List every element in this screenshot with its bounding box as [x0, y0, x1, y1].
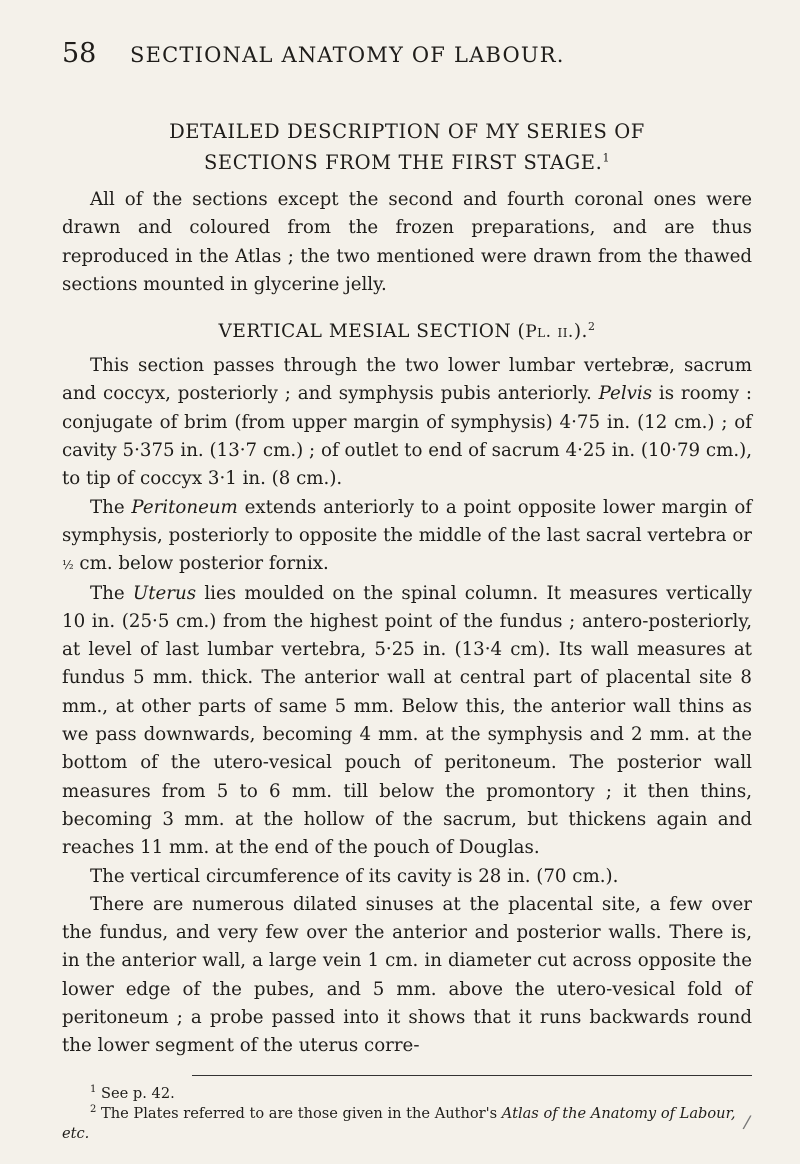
- footnote-1-marker: 1: [90, 1083, 97, 1095]
- footnote-2-title: Atlas of the Anatomy of Labour, etc.: [62, 1104, 736, 1142]
- intro-paragraph: All of the sections except the second and fourth coronal ones were drawn and coloured from the frozen preparations, and are thus reproduced in the Atlas ; the two mentioned were drawn from the thawed sections mounted in glycerine jelly.: [62, 189, 752, 295]
- heading-line-1: DETAILED DESCRIPTION OF MY SERIES OF: [169, 120, 645, 143]
- paragraph-circumference: The vertical circumference of its cavity is 28 in. (70 cm.).: [90, 865, 619, 887]
- running-head: [62, 38, 752, 88]
- term-peritoneum: Peritoneum: [131, 496, 238, 518]
- peritoneum-lead: The: [90, 496, 132, 518]
- footnote-2-marker: 2: [90, 1103, 97, 1115]
- page-number: 58: [62, 38, 97, 69]
- half-fraction: ½: [62, 558, 74, 573]
- paragraph-uterus: [62, 580, 752, 863]
- section-sentence: This section passes through the two lower lumbar vertebræ, sacrum and coccyx, posteriorly ; and symphysis pubis anteriorly.: [62, 355, 752, 405]
- uterus-text: lies moulded on the spinal column. It measures vertically 10 in. (25·5 cm.) from the highest point of the fundus ; antero-posteriorly, at level of last lumbar vertebra, 5·25 in. (13·4 cm). Its wall measures at fundus 5 mm. thick. The anterior wall at central part of placental site 8 mm., at other parts of same 5 mm. Below this, the anterior wall thins as we pass downwards, becoming 4 mm. at the symphysis and 2 mm. at the bottom of the utero-vesical pouch of peritoneum. The posterior wall measures from 5 to 6 mm. till below the promontory ; it then thins, becoming 3 mm. at the hollow of the sacrum, but thickens again and reaches 11 mm. at the end of the pouch of Douglas.: [62, 582, 753, 859]
- peritoneum-text: extends anteriorly to a point opposite lower margin of symphysis, posteriorly to opposite the middle of the last sacral vertebra or: [62, 496, 752, 546]
- section-heading: [62, 116, 752, 178]
- sub-heading: [62, 321, 752, 342]
- footnote-1-text: See p. 42.: [101, 1084, 175, 1102]
- footnote-2-text: The Plates referred to are those given in the Author's: [101, 1104, 502, 1122]
- stray-pencil-mark: /: [741, 1111, 753, 1134]
- uterus-lead: The: [90, 582, 133, 604]
- footnote-1: [62, 1084, 752, 1104]
- sub-heading-close: ).: [573, 321, 588, 343]
- footnote-ref-1[interactable]: 1: [602, 151, 611, 165]
- sub-heading-text: VERTICAL MESIAL SECTION (: [218, 321, 526, 343]
- footnote-ref-2[interactable]: 2: [587, 320, 596, 334]
- peritoneum-end: cm. below posterior fornix.: [73, 553, 329, 575]
- pelvis-measurements: is roomy : conjugate of brim (from upper margin of symphysis) 4·75 in. (12 cm.) ; of cavity 5·375 in. (13·7 cm.) ; of outlet to end of sacrum 4·25 in. (10·79 cm.), to tip of coccyx 3·1 in. (8 cm.).: [62, 383, 752, 490]
- paragraph-section: [62, 352, 752, 493]
- term-pelvis: Pelvis: [598, 383, 653, 405]
- paragraph-peritoneum: [62, 494, 752, 580]
- page: [62, 38, 752, 1144]
- running-title: SECTIONAL ANATOMY OF LABOUR.: [130, 43, 565, 67]
- heading-line-2: SECTIONS FROM THE FIRST STAGE.: [203, 151, 603, 174]
- paragraph-sinuses: There are numerous dilated sinuses at the placental site, a few over the fundus, and very few over the anterior and posterior walls. There is, in the anterior wall, a large vein 1 cm. in diameter cut across opposite the lower edge of the pubes, and 5 mm. above the utero-vesical fold of peritoneum ; a probe passed into it shows that it runs backwards round the lower segment of the uterus corre-: [62, 893, 752, 1057]
- footnote-2: [62, 1104, 752, 1144]
- footnote-divider: [192, 1075, 752, 1076]
- term-uterus: Uterus: [132, 582, 197, 604]
- plate-reference: Pl. ii.: [525, 322, 574, 343]
